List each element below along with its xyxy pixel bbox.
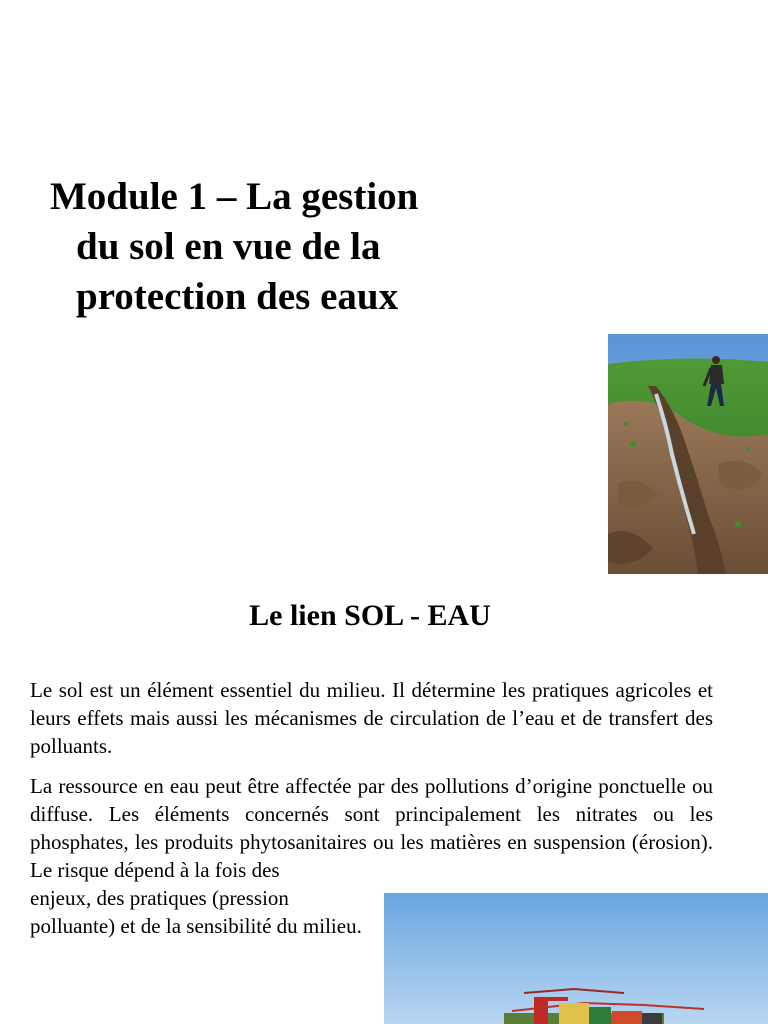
section-heading: Le lien SOL - EAU bbox=[249, 599, 491, 632]
paragraph-3: enjeux, des pratiques (pression polluante) et de la sensibilité du milieu. bbox=[30, 886, 362, 938]
erosion-field-illustration bbox=[608, 334, 768, 574]
crop-sprayer-illustration bbox=[384, 893, 768, 1024]
module-title-line-1: Module 1 – La gestion bbox=[50, 175, 419, 218]
module-title-line-3: protection des eaux bbox=[76, 275, 399, 318]
crop-sprayer-photo bbox=[384, 893, 768, 1024]
paragraph-1: Le sol est un élément essentiel du milieu. Il détermine les pratiques agricoles et leurs effets mais aussi les mécanismes de circulation de l’eau et de transfert des polluants. bbox=[30, 678, 713, 758]
paragraph-2: La ressource en eau peut être affectée par des pollutions d’origine ponctuelle ou diffuse. Les éléments concernés sont principalement les nitrates ou les phosphates, les produits phytosanitaires ou les matières en suspension (érosion). Le risque dépend à la fois des bbox=[30, 774, 713, 882]
module-title-line-2: du sol en vue de la bbox=[76, 225, 381, 268]
erosion-field-photo bbox=[608, 334, 768, 574]
module-title bbox=[50, 172, 490, 322]
